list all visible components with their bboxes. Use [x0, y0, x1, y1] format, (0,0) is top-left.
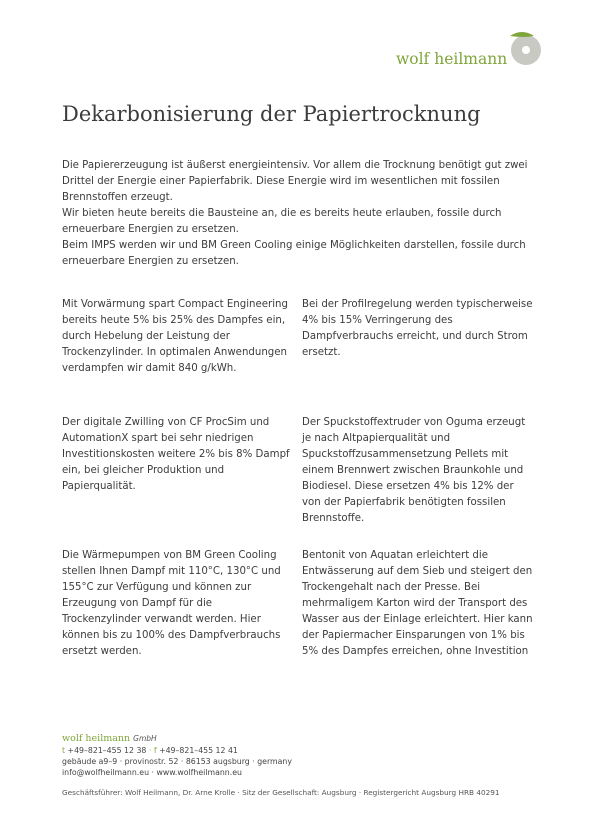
company-name: [62, 733, 292, 745]
text-block-reject-extruder: Der Spuckstoffextruder von Oguma erzeugt je nach Altpapierqualität und Spuckstoffzusammensetzung Pellets mit einem Brennwert zwischen Braunkohle und Biodiesel. Diese ersetzen 4% bis 12% der von der Papierfabrik benötigten fossilen Brennstoffe.: [302, 417, 526, 524]
intro-text: [62, 158, 542, 270]
company-suffix: GmbH: [133, 734, 157, 743]
text-block-profile-control: Bei der Profilregelung werden typischerweise 4% bis 15% Verringerung des Dampfverbrauchs erreicht, und durch Strom ersetzt.: [302, 299, 533, 358]
text-block-bentonite: Bentonit von Aquatan erleichtert die Entwässerung auf dem Sieb und steigert den Trockengehalt nach der Presse. Bei mehrmaligem Karton wird der Transport des Wasser aus der Einlage erleichtert. Hier kann der Papiermacher Einsparungen von 1% bis 5% des Dampfes erreichen, ohne Investition: [302, 550, 533, 657]
contact-block: [62, 733, 292, 778]
fax-label: f: [153, 746, 157, 755]
logo-text: wolf heilmann: [396, 50, 508, 68]
text-block-preheating: Mit Vorwärmung spart Compact Engineering bereits heute 5% bis 25% des Dampfes ein, durch Hebelung der Leistung der Trockenzylinder. In optimalen Anwendungen verdampfen wir damit 840 g/kWh.: [62, 299, 288, 374]
phone-number[interactable]: +49–821–455 12 38: [67, 746, 147, 755]
web-email-line[interactable]: info@wolfheilmann.eu · www.wolfheilmann.eu: [62, 768, 242, 777]
phone-label: t: [62, 746, 66, 755]
text-block-digital-twin: Der digitale Zwilling von CF ProcSim und AutomationX spart bei sehr niedrigen Investitionskosten weitere 2% bis 8% Dampf ein, bei gleicher Produktion und Papierqualität.: [62, 417, 290, 492]
content-columns: [62, 297, 542, 660]
intro-paragraph: Die Papiererzeugung ist äußerst energieintensiv. Vor allem die Trocknung benötigt gut zwei Drittel der Energie einer Papierfabrik. Diese Energie wird im wesentlichen mit fossilen Brennstoffen erzeugt.: [62, 160, 528, 203]
phone-line: [62, 745, 292, 756]
legal-footer: Geschäftsführer: Wolf Heilmann, Dr. Arne Krolle · Sitz der Gesellschaft: Augsburg · Registergericht Augsburg HRB 40291: [62, 788, 500, 797]
address-line: gebäude a9–9 · provinostr. 52 · 86153 augsburg · germany: [62, 757, 292, 766]
logo-mark-icon: [504, 30, 546, 70]
text-block-heat-pumps: Die Wärmepumpen von BM Green Cooling stellen Ihnen Dampf mit 110°C, 130°C und 155°C zur Verfügung und können zur Erzeugung von Dampf für die Trockenzylinder verwandt werden. Hier können bis zu 100% des Dampfverbrauchs ersetzt werden.: [62, 550, 281, 657]
company-brand: wolf heilmann: [62, 733, 131, 744]
company-logo: [396, 30, 556, 70]
intro-paragraph: Beim IMPS werden wir und BM Green Cooling einige Möglichkeiten darstellen, fossile durch erneuerbare Energien zu ersetzen.: [62, 240, 526, 267]
page-title: Dekarbonisierung der Papiertrocknung: [62, 102, 481, 126]
fax-number: +49–821–455 12 41: [159, 746, 238, 755]
separator: ·: [148, 746, 152, 755]
intro-paragraph: Wir bieten heute bereits die Bausteine an, die es bereits heute erlauben, fossile durch erneuerbare Energien zu ersetzen.: [62, 208, 502, 235]
